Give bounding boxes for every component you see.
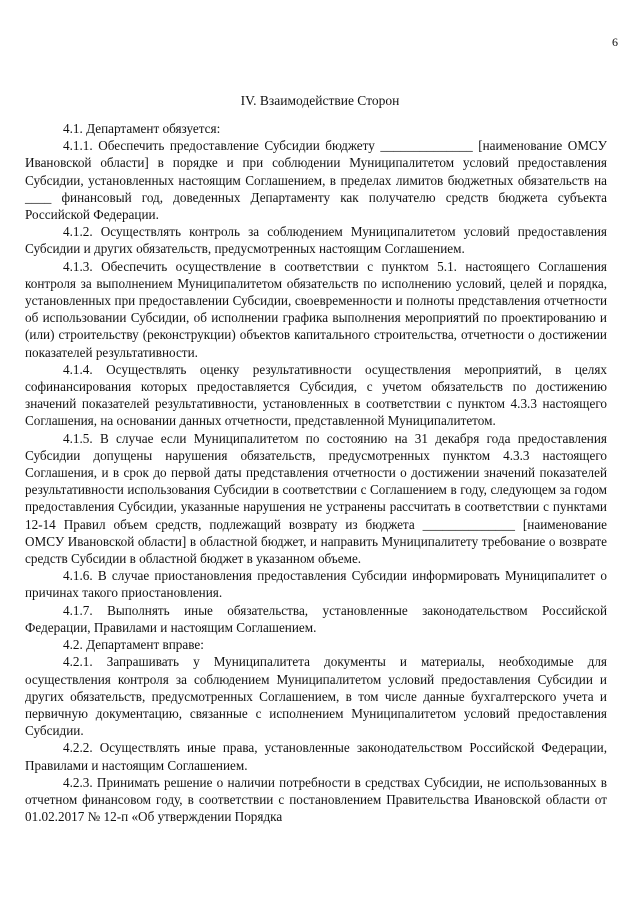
paragraph-4-1-1: 4.1.1. Обеспечить предоставление Субсидии бюджету ______________ [наименование ОМСУ Ивановской области] в порядке и при соблюдении Муниципалитетом условий предоставления Субсидии, установленных настоящим Соглашением, в пределах лимитов бюджетных обязательств на ____ финансовый год, доведенных Департаменту как получателю средств бюджета субъекта Российской Федерации. [25,138,607,223]
paragraph-4-1-5: 4.1.5. В случае если Муниципалитетом по состоянию на 31 декабря года предоставления Субсидии допущены нарушения обязательств, предусмотренных пунктом 4.3.3 настоящего Соглашения, и в срок до первой даты представления отчетности о достижении значений показателей результативности использования Субсидии в соответствии с Соглашением в году, следующем за годом предоставления Субсидии, указанные нарушения не устранены рассчитать в соответствии с пунктами 12-14 Правил объем средств, подлежащий возврату из бюджета ______________ [наименование ОМСУ Ивановской области] в областной бюджет, и направить Муниципалитету требование о возврате средств Субсидии в областной бюджет в указанном объеме. [25,430,607,567]
paragraph-4-1-6: 4.1.6. В случае приостановления предоставления Субсидии информировать Муниципалитет о причинах такого приостановления. [25,568,607,601]
section-title: IV. Взаимодействие Сторон [240,93,400,108]
paragraph-4-2-2: 4.2.2. Осуществлять иные права, установленные законодательством Российской Федерации, Правилами и настоящим Соглашением. [25,740,607,773]
paragraph-4-2-3: 4.2.3. Принимать решение о наличии потребности в средствах Субсидии, не использованных в отчетном финансовом году, в соответствии с постановлением Правительства Ивановской области от 01.02.2017 № 12-п «Об утверждении Порядка [25,774,607,825]
page-number: 6 [612,35,618,49]
paragraph-4-1: 4.1. Департамент обязуется: [63,121,221,136]
paragraph-4-1-4: 4.1.4. Осуществлять оценку результативности осуществления мероприятий, в целях софинансирования которых предоставляется Субсидия, с учетом обязательств по достижению значений показателей результативности, установленных в соответствии с пунктом 4.3.3 настоящего Соглашения, на основании данных отчетности, представленной Муниципалитетом. [25,361,607,429]
paragraph-4-1-2: 4.1.2. Осуществлять контроль за соблюдением Муниципалитетом условий предоставления Субсидии и других обязательств, предусмотренных настоящим Соглашением. [25,224,607,257]
paragraph-4-2-1: 4.2.1. Запрашивать у Муниципалитета документы и материалы, необходимые для осуществления контроля за соблюдением Муниципалитетом условий предоставления Субсидии и других обязательств, предусмотренных Соглашением, в том числе данные бухгалтерского учета и первичную документацию, связанные с исполнением Муниципалитетом условий предоставления Субсидии. [25,654,607,739]
paragraph-4-1-3: 4.1.3. Обеспечить осуществление в соответствии с пунктом 5.1. настоящего Соглашения контроля за выполнением Муниципалитетом обязательств по исполнению условий, целей и порядка, установленных при предоставлении Субсидии, своевременности и полноты представления отчетности об использовании Субсидии, об исполнении графика выполнения мероприятий по проектированию и (или) строительству (реконструкции) объектов капитального строительства, отчетности о достижении показателей результативности. [25,258,607,360]
paragraph-4-2: 4.2. Департамент вправе: [63,637,204,653]
paragraph-4-1-7: 4.1.7. Выполнять иные обязательства, установленные законодательством Российской Федерации, Правилами и настоящим Соглашением. [25,602,607,635]
document-body [25,120,607,825]
